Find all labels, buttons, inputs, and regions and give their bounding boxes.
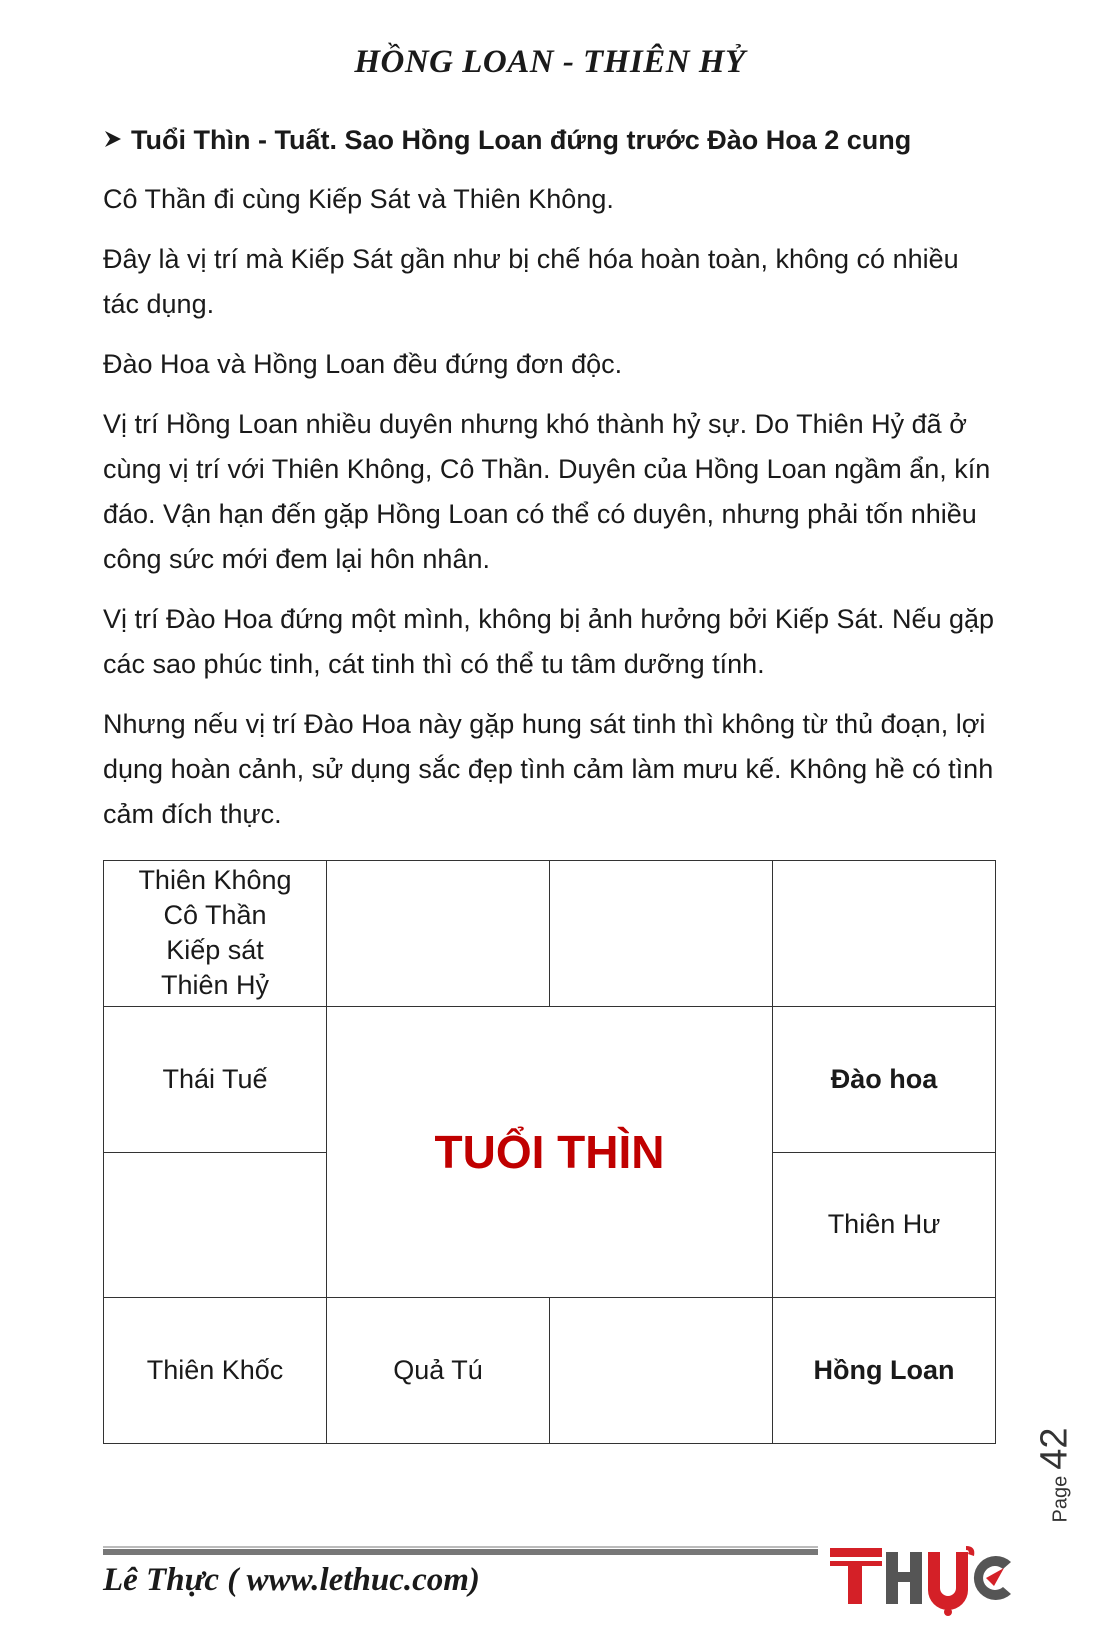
footer-author: Lê Thực ( www.lethuc.com) <box>103 1562 480 1598</box>
chart-cell-right-upper: Đào hoa <box>773 1006 996 1152</box>
footer-divider <box>103 1546 818 1555</box>
section-heading <box>103 118 998 163</box>
section-heading-text: Tuổi Thìn - Tuất. Sao Hồng Loan đứng trước Đào Hoa 2 cung <box>131 125 912 155</box>
paragraph: Cô Thần đi cùng Kiếp Sát và Thiên Không. <box>103 184 614 214</box>
page-label-text: Page <box>1049 1475 1072 1523</box>
star-label: Thiên Không <box>138 865 292 896</box>
astrology-chart <box>103 860 996 1444</box>
chart-cell-empty <box>104 1152 327 1298</box>
chart-cell-bottom-right: Hồng Loan <box>773 1298 996 1444</box>
arrow-bullet-icon <box>103 118 123 163</box>
paragraph: Nhưng nếu vị trí Đào Hoa này gặp hung sát tinh thì không từ thủ đoạn, lợi dụng hoàn cảnh, sử dụng sắc đẹp tình cảm làm mưu kế. Không hề có tình cảm đích thực. <box>103 709 994 829</box>
chart-cell-empty <box>327 861 550 1007</box>
chart-cell-empty <box>550 1298 773 1444</box>
thuc-logo-icon <box>826 1538 1016 1618</box>
chart-center-title: TUỔI THÌN <box>327 1006 773 1298</box>
paragraph: Vị trí Đào Hoa đứng một mình, không bị ảnh hưởng bởi Kiếp Sát. Nếu gặp các sao phúc tinh, cát tinh thì có thể tu tâm dưỡng tính. <box>103 604 995 679</box>
chart-cell-bottom-left: Thiên Khốc <box>104 1298 327 1444</box>
chart-cell-bottom-mid: Quả Tú <box>327 1298 550 1444</box>
star-label: Cô Thần <box>163 900 267 931</box>
chart-cell-left-upper: Thái Tuế <box>104 1006 327 1152</box>
chart-cell-top-left <box>104 861 327 1007</box>
chart-cell-empty <box>773 861 996 1007</box>
star-label: Thiên Hỷ <box>160 970 270 1001</box>
page-number <box>1033 1427 1076 1523</box>
star-label: Kiếp sát <box>166 935 264 966</box>
paragraph: Vị trí Hồng Loan nhiều duyên nhưng khó thành hỷ sự. Do Thiên Hỷ đã ở cùng vị trí với Thiên Không, Cô Thần. Duyên của Hồng Loan ngầm ẩn, kín đáo. Vận hạn đến gặp Hồng Loan có thể có duyên, nhưng phải tốn nhiều công sức mới đem lại hôn nhân. <box>103 409 991 574</box>
main-content <box>103 118 998 852</box>
chart-cell-right-lower: Thiên Hư <box>773 1152 996 1298</box>
page-number-value: 42 <box>1033 1427 1076 1470</box>
chart-cell-empty <box>550 861 773 1007</box>
paragraph: Đào Hoa và Hồng Loan đều đứng đơn độc. <box>103 349 623 379</box>
page-header-title: HỒNG LOAN - THIÊN HỶ <box>354 44 746 80</box>
paragraph: Đây là vị trí mà Kiếp Sát gần như bị chế hóa hoàn toàn, không có nhiều tác dụng. <box>103 244 959 319</box>
